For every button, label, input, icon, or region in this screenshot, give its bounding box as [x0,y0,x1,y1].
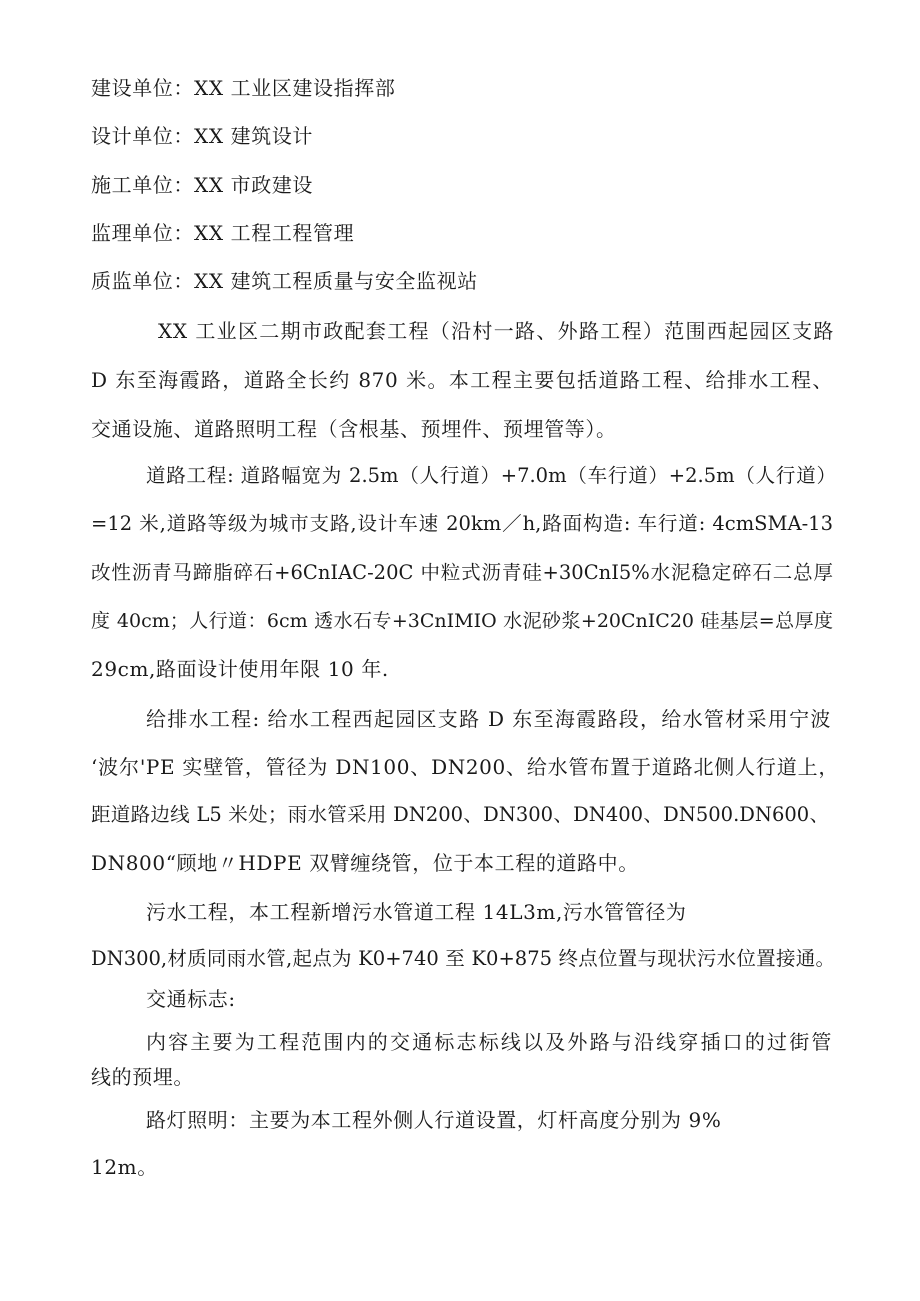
water-line-3: 距道路边线 L5 米处；雨水管采用 DN200、DN300、DN400、DN500.DN600、 [91,803,829,826]
overview-line-3: 交通设施、道路照明工程（含根基、预埋件、预埋管等）。 [91,417,617,441]
design-unit: 设计单位：XX 建筑设计 [91,124,314,148]
overview-line-2: D 东至海霞路，道路全长约 870 米。本工程主要包括道路工程、给排水工程、 [91,368,833,392]
lighting-line-2: 12m。 [91,1155,158,1179]
overview-line-1: XX 工业区二期市政配套工程（沿村一路、外路工程）范围西起园区支路 [158,319,834,343]
road-line-2: =12 米,道路等级为城市支路,设计车速 20km／h,路面构造: 车行道: 4cmSMA-13 [91,512,833,535]
traffic-line-1: 内容主要为工程范围内的交通标志标线以及外路与沿线穿插口的过街管 [146,1030,832,1054]
construction-unit: 建设单位：XX 工业区建设指挥部 [91,76,396,100]
lighting-line-1: 路灯照明：主要为本工程外侧人行道设置，灯杆高度分别为 9% [146,1108,722,1132]
sewage-line-2: DN300,材质同雨水管,起点为 K0+740 至 K0+875 终点位置与现状污水位置接通。 [91,947,835,970]
water-line-1: 给排水工程: 给水工程西起园区支路 D 东至海霞路段，给水管材采用宁波 [146,707,831,731]
water-line-4: DN800“顾地〃HDPE 双臂缠绕管，位于本工程的道路中。 [91,851,639,875]
road-line-3: 改性沥青马蹄脂碎石+6CnIAC-20C 中粒式沥青硅+30CnI5%水泥稳定碎石二总厚 [91,561,833,584]
road-line-1: 道路工程: 道路幅宽为 2.5m（人行道）+7.0m（车行道）+2.5m（人行道） [146,464,836,487]
water-line-2: ‘波尔'PE 实壁管，管径为 DN100、DN200、给水管布置于道路北侧人行道上， [91,755,839,779]
road-line-4: 度 40cm；人行道：6cm 透水石专+3CnIMIO 水泥砂浆+20CnIC20 硅基层=总厚度 [91,610,833,632]
quality-unit: 质监单位：XX 建筑工程质量与安全监视站 [91,269,478,293]
road-line-5: 29cm,路面设计使用年限 10 年. [91,657,389,681]
traffic-line-2: 线的预埋。 [91,1065,194,1089]
traffic-heading: 交通标志: [146,987,236,1011]
contractor-unit: 施工单位：XX 市政建设 [91,173,314,197]
supervision-unit: 监理单位：XX 工程工程管理 [91,221,355,245]
sewage-line-1: 污水工程，本工程新增污水管道工程 14L3m,污水管管径为 [146,900,687,924]
